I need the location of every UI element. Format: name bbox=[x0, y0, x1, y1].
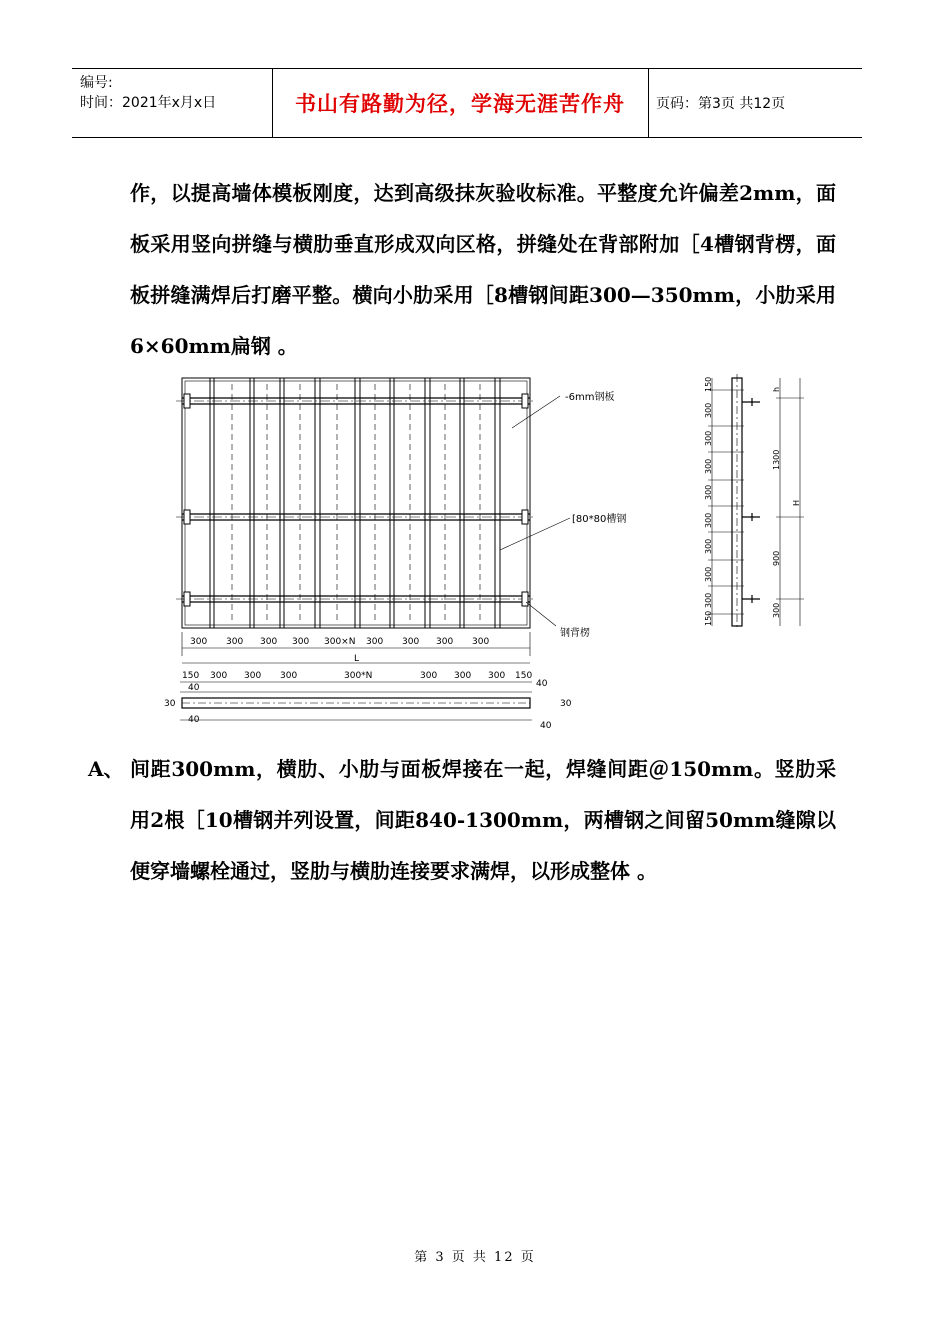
svg-text:300*N: 300*N bbox=[344, 671, 373, 681]
header-page-info: 页码：第3页 共12页 bbox=[656, 96, 786, 112]
svg-text:300: 300 bbox=[704, 402, 713, 418]
horizontal-channels bbox=[182, 398, 530, 602]
svg-text:300: 300 bbox=[420, 671, 438, 681]
document-time-label: 时间：2021年x月x日 bbox=[80, 95, 217, 111]
svg-text:30: 30 bbox=[164, 699, 176, 709]
paragraph-2: 间距300mm，横肋、小肋与面板焊接在一起，焊缝间距＠150mm。竖肋采用2根［10槽钢并列设置，间距840-1300mm，两槽钢之间留50mm缝隙以便穿墙螺栓通过，竖肋与横肋连接要求满焊，以形成整体 。 bbox=[130, 757, 836, 883]
svg-text:300: 300 bbox=[226, 637, 244, 647]
header-divider bbox=[648, 69, 649, 137]
svg-text:300: 300 bbox=[260, 637, 278, 647]
svg-text:300: 300 bbox=[704, 592, 713, 608]
svg-text:h: h bbox=[772, 386, 781, 392]
svg-text:900: 900 bbox=[772, 550, 781, 566]
label-channel-steel: [80*80槽钢 bbox=[572, 514, 627, 525]
front-elevation-outline bbox=[182, 378, 530, 628]
label-back-rib: 钢背楞 bbox=[560, 628, 590, 639]
plan-dimension-labels bbox=[164, 671, 572, 730]
svg-text:40: 40 bbox=[536, 679, 548, 689]
document-number-label: 编号: bbox=[80, 75, 113, 91]
svg-text:H: H bbox=[792, 499, 801, 506]
svg-text:300: 300 bbox=[488, 671, 506, 681]
svg-text:40: 40 bbox=[188, 715, 200, 725]
svg-text:300: 300 bbox=[244, 671, 262, 681]
svg-text:300: 300 bbox=[454, 671, 472, 681]
svg-text:300: 300 bbox=[704, 458, 713, 474]
svg-text:300: 300 bbox=[292, 637, 310, 647]
svg-text:40: 40 bbox=[540, 721, 552, 730]
svg-text:300: 300 bbox=[436, 637, 454, 647]
svg-text:1300: 1300 bbox=[772, 449, 781, 470]
svg-text:150: 150 bbox=[704, 610, 713, 626]
header-meta bbox=[80, 73, 270, 113]
svg-text:300: 300 bbox=[704, 512, 713, 528]
svg-text:150: 150 bbox=[515, 671, 533, 681]
paragraph-1: 作，以提高墙体模板刚度，达到高级抹灰验收标准。平整度允许偏差2mm，面板采用竖向拼缝与横肋垂直形成双向区格，拼缝处在背部附加［4槽钢背楞，面板拼缝满焊后打磨平整。横向小肋采用［8槽钢间距300—350mm，小肋采用6×60mm扁钢 。 bbox=[130, 181, 836, 358]
svg-text:150: 150 bbox=[704, 376, 713, 392]
item-marker: A、 bbox=[88, 757, 124, 781]
svg-text:300: 300 bbox=[704, 484, 713, 500]
header-motto: 书山有路勤为径，学海无涯苦作舟 bbox=[295, 91, 625, 116]
svg-text:300: 300 bbox=[704, 538, 713, 554]
svg-text:30: 30 bbox=[560, 699, 572, 709]
svg-text:300: 300 bbox=[210, 671, 228, 681]
svg-text:300×N: 300×N bbox=[324, 637, 356, 647]
svg-text:300: 300 bbox=[402, 637, 420, 647]
page-footer: 第 3 页 共 12 页 bbox=[414, 1250, 536, 1265]
svg-text:300: 300 bbox=[472, 637, 490, 647]
svg-text:300: 300 bbox=[190, 637, 208, 647]
svg-text:300: 300 bbox=[704, 430, 713, 446]
svg-text:40: 40 bbox=[188, 683, 200, 693]
header-divider bbox=[272, 69, 273, 137]
vertical-ribs bbox=[210, 378, 500, 628]
formwork-drawing bbox=[140, 370, 820, 730]
svg-text:300: 300 bbox=[704, 566, 713, 582]
side-section-view bbox=[708, 374, 804, 630]
side-dimension-labels bbox=[704, 377, 801, 626]
svg-text:150: 150 bbox=[182, 671, 200, 681]
svg-text:300: 300 bbox=[772, 602, 781, 618]
label-length-L: L bbox=[354, 654, 360, 664]
front-dimension-labels bbox=[190, 637, 489, 647]
svg-text:300: 300 bbox=[280, 671, 298, 681]
page-header bbox=[72, 68, 862, 138]
svg-text:300: 300 bbox=[366, 637, 384, 647]
label-steel-plate: -6mm钢板 bbox=[565, 392, 615, 403]
